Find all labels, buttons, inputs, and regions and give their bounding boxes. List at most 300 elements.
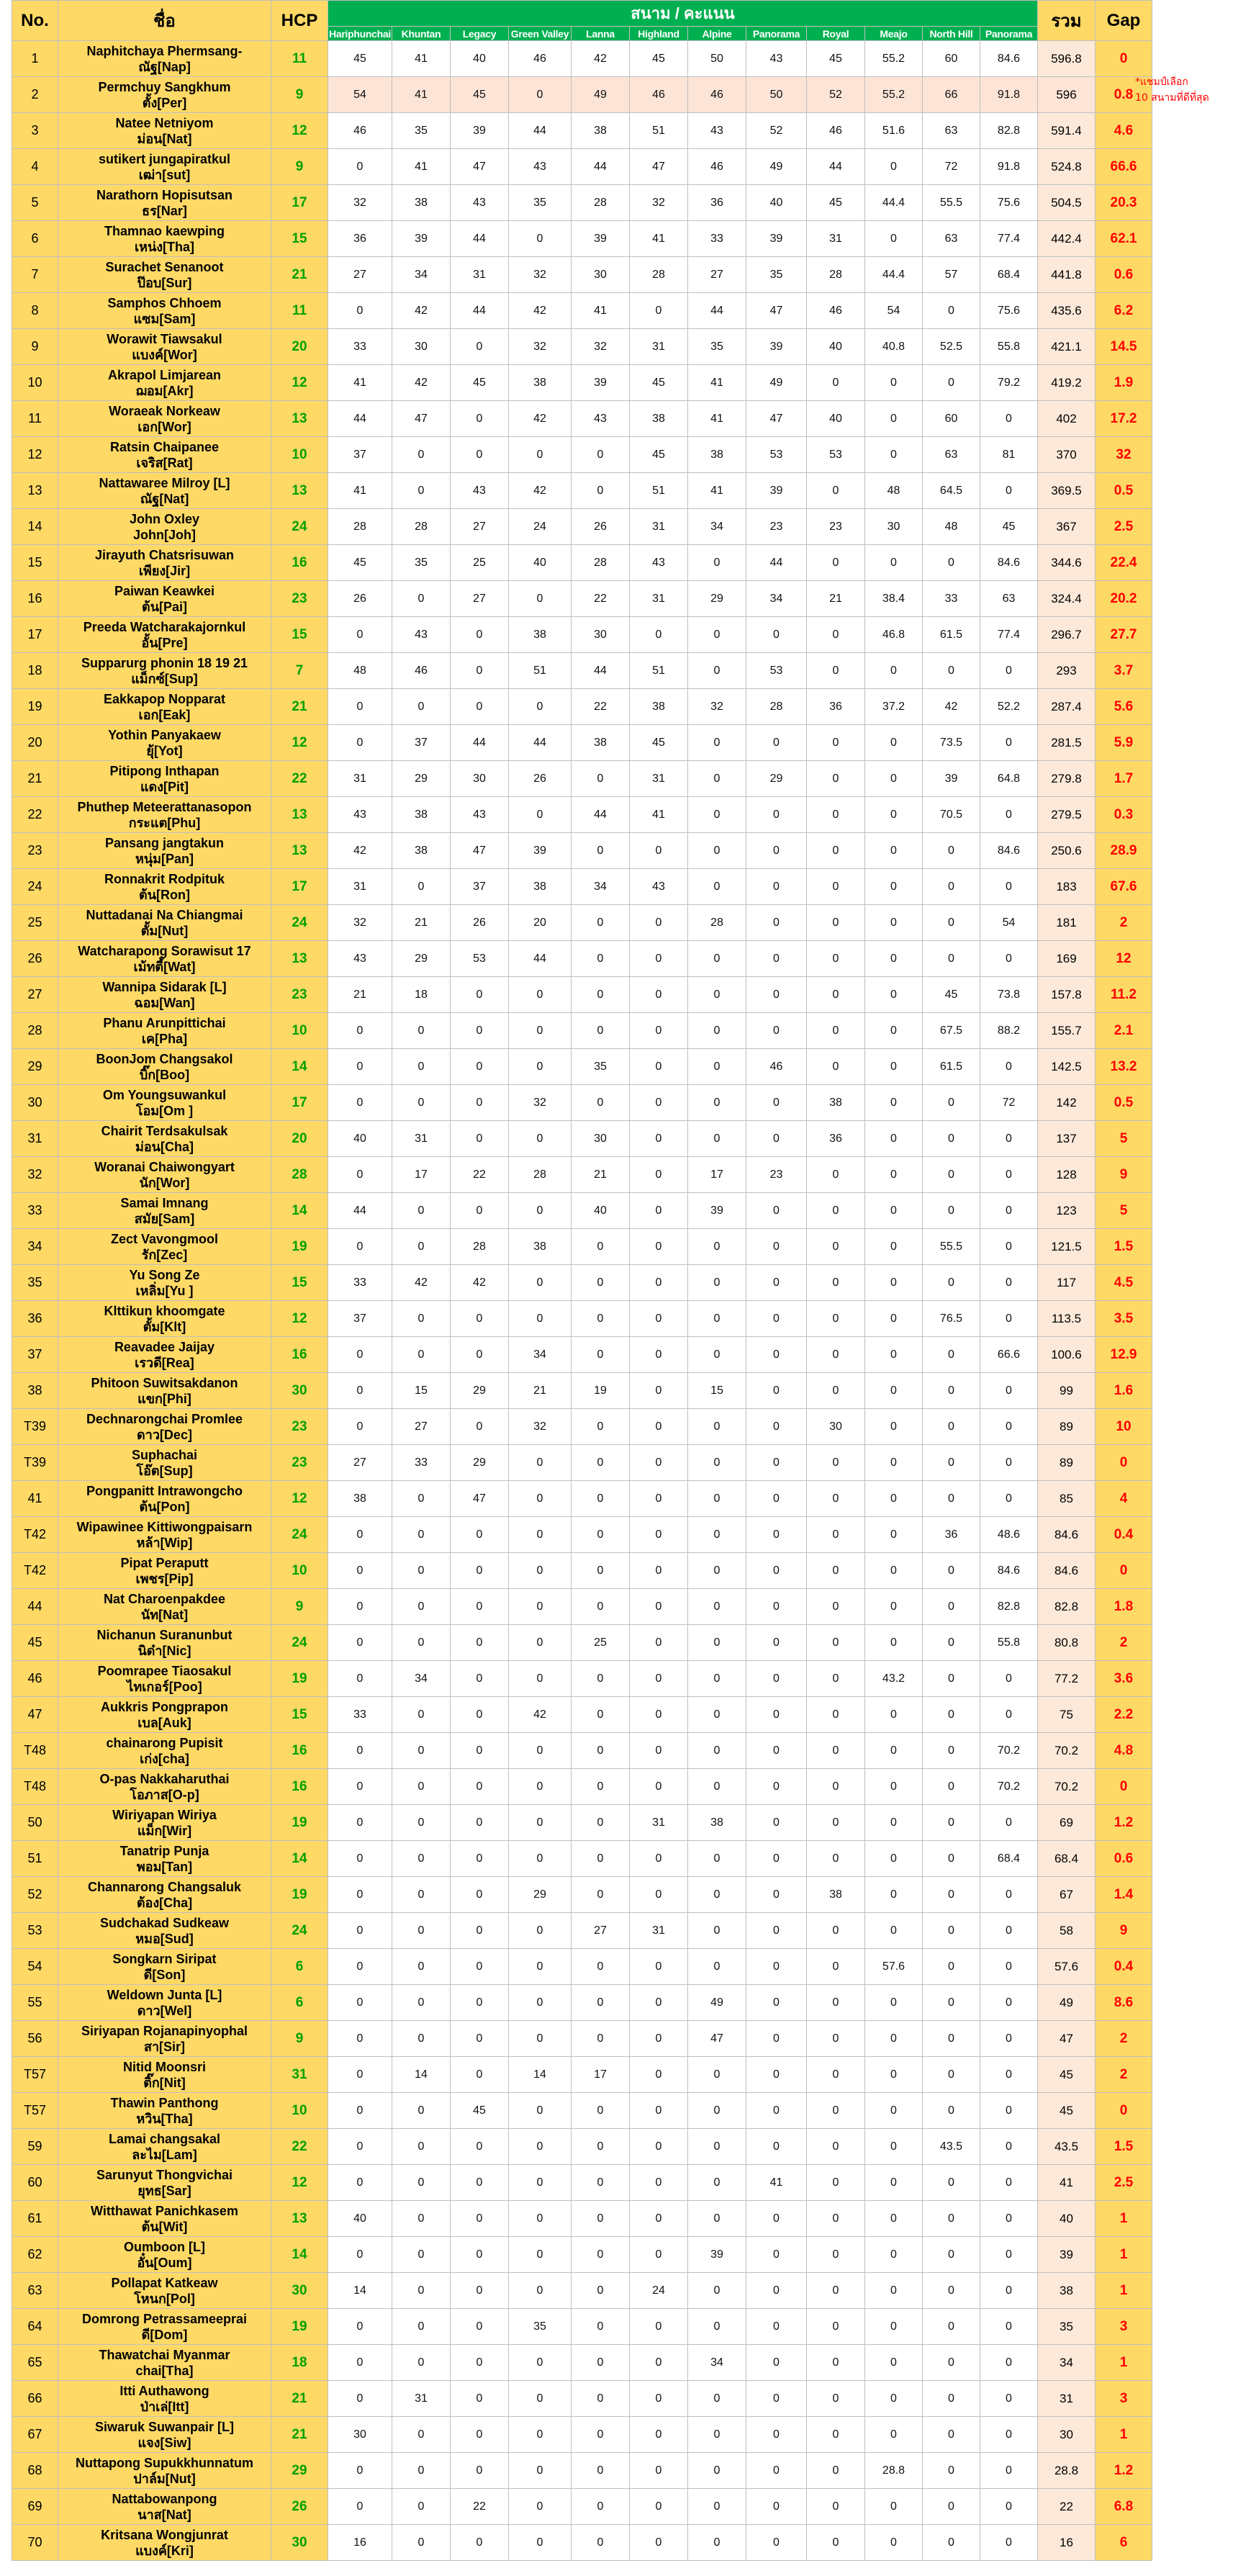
score-cell: 39 bbox=[572, 221, 630, 257]
score-cell: 0 bbox=[865, 2273, 923, 2309]
total-cell: 281.5 bbox=[1038, 725, 1096, 761]
player-nickname: ณัฐ[Nat] bbox=[140, 491, 189, 506]
score-cell: 0 bbox=[923, 833, 980, 869]
player-name: Permchuy Sangkhum bbox=[98, 79, 231, 94]
score-cell: 0 bbox=[865, 797, 923, 833]
score-cell: 0 bbox=[923, 1121, 980, 1157]
score-cell: 0 bbox=[746, 1409, 807, 1445]
score-cell: 0 bbox=[572, 1697, 630, 1733]
rank-cell: 2 bbox=[12, 77, 58, 113]
score-cell: 0 bbox=[630, 1013, 688, 1049]
score-cell: 40 bbox=[509, 545, 572, 581]
gap-cell: 2.1 bbox=[1096, 1013, 1152, 1049]
score-cell: 0 bbox=[923, 2201, 980, 2237]
score-cell: 0 bbox=[807, 1013, 865, 1049]
score-cell: 0 bbox=[865, 653, 923, 689]
score-cell: 0 bbox=[688, 1085, 746, 1121]
score-cell: 0 bbox=[451, 1589, 509, 1625]
player-name: Samai Imnang bbox=[120, 1195, 209, 1210]
score-cell: 46 bbox=[688, 77, 746, 113]
hcp-cell: 21 bbox=[271, 2381, 328, 2417]
score-cell: 27 bbox=[572, 1913, 630, 1949]
rank-cell: 67 bbox=[12, 2417, 58, 2453]
player-name: Phanu Arunpittichai bbox=[103, 1015, 226, 1030]
score-cell: 0 bbox=[451, 2525, 509, 2561]
total-cell: 183 bbox=[1038, 869, 1096, 905]
score-cell: 0 bbox=[509, 1913, 572, 1949]
player-nickname: ยุ้[Yot] bbox=[146, 743, 183, 758]
score-cell: 0 bbox=[688, 1661, 746, 1697]
score-cell: 0 bbox=[392, 1481, 451, 1517]
score-cell: 0 bbox=[746, 2525, 807, 2561]
score-cell: 36 bbox=[807, 1121, 865, 1157]
score-cell: 0 bbox=[572, 941, 630, 977]
score-cell: 0 bbox=[572, 2309, 630, 2345]
score-cell: 0 bbox=[865, 1877, 923, 1913]
player-nickname: เรวดี[Rea] bbox=[135, 1355, 194, 1370]
score-cell: 45 bbox=[328, 41, 392, 77]
player-nickname: ตั้ม[Klt] bbox=[143, 1319, 186, 1334]
score-cell: 0 bbox=[807, 2273, 865, 2309]
player-name: Thamnao kaewping bbox=[104, 223, 225, 238]
score-cell: 0 bbox=[746, 1121, 807, 1157]
score-cell: 0 bbox=[392, 1805, 451, 1841]
gap-cell: 1 bbox=[1096, 2237, 1152, 2273]
player-name: Jirayuth Chatsrisuwan bbox=[94, 547, 235, 562]
score-cell: 0 bbox=[328, 1877, 392, 1913]
score-cell: 27 bbox=[392, 1409, 451, 1445]
score-cell: 0 bbox=[392, 2129, 451, 2165]
score-cell: 0 bbox=[746, 1517, 807, 1553]
gap-cell: 4.6 bbox=[1096, 113, 1152, 149]
player-nickname: นัก[Wor] bbox=[139, 1175, 190, 1190]
rank-cell: 59 bbox=[12, 2129, 58, 2165]
score-cell: 0 bbox=[572, 1337, 630, 1373]
score-cell: 0 bbox=[688, 869, 746, 905]
score-cell: 0 bbox=[328, 2057, 392, 2093]
score-cell: 51 bbox=[630, 653, 688, 689]
player-cell bbox=[58, 2129, 271, 2165]
hcp-cell: 24 bbox=[271, 1625, 328, 1661]
score-cell: 63 bbox=[923, 221, 980, 257]
score-cell: 0 bbox=[392, 1553, 451, 1589]
score-cell: 34 bbox=[572, 869, 630, 905]
total-cell: 524.8 bbox=[1038, 149, 1096, 185]
hcp-cell: 20 bbox=[271, 1121, 328, 1157]
total-cell: 58 bbox=[1038, 1913, 1096, 1949]
player-cell bbox=[58, 1445, 271, 1481]
score-cell: 0 bbox=[865, 1697, 923, 1733]
player-name: Chairit Terdsakulsak bbox=[101, 1123, 228, 1138]
score-cell: 0 bbox=[451, 2381, 509, 2417]
table-row bbox=[12, 1733, 1152, 1769]
gap-cell: 1.5 bbox=[1096, 1229, 1152, 1265]
player-cell bbox=[58, 221, 271, 257]
player-name: sutikert jungapiratkul bbox=[98, 151, 231, 166]
score-cell: 0 bbox=[328, 1913, 392, 1949]
score-cell: 47 bbox=[451, 149, 509, 185]
score-cell: 0 bbox=[865, 1337, 923, 1373]
score-cell: 0 bbox=[746, 2381, 807, 2417]
score-cell: 0 bbox=[865, 1841, 923, 1877]
gap-cell: 2 bbox=[1096, 1625, 1152, 1661]
score-cell: 0 bbox=[451, 653, 509, 689]
total-cell: 279.5 bbox=[1038, 797, 1096, 833]
score-cell: 38 bbox=[392, 797, 451, 833]
gap-cell: 1.9 bbox=[1096, 365, 1152, 401]
score-cell: 0 bbox=[807, 1913, 865, 1949]
score-cell: 51.6 bbox=[865, 113, 923, 149]
score-cell: 42 bbox=[572, 41, 630, 77]
score-cell: 0 bbox=[572, 1409, 630, 1445]
rank-cell: 9 bbox=[12, 329, 58, 365]
rank-cell: 65 bbox=[12, 2345, 58, 2381]
total-cell: 47 bbox=[1038, 2021, 1096, 2057]
score-cell: 0 bbox=[328, 689, 392, 725]
score-cell: 0 bbox=[980, 2129, 1038, 2165]
score-cell: 76.5 bbox=[923, 1301, 980, 1337]
score-cell: 0 bbox=[807, 869, 865, 905]
score-cell: 0 bbox=[572, 2381, 630, 2417]
total-cell: 123 bbox=[1038, 1193, 1096, 1229]
player-name: Zect Vavongmool bbox=[110, 1231, 219, 1246]
player-name: Pollapat Katkeaw bbox=[111, 2275, 218, 2290]
hcp-cell: 12 bbox=[271, 1301, 328, 1337]
score-cell: 45 bbox=[451, 365, 509, 401]
rank-cell: 4 bbox=[12, 149, 58, 185]
score-cell: 40 bbox=[807, 329, 865, 365]
score-cell: 0 bbox=[923, 1373, 980, 1409]
score-cell: 0 bbox=[572, 2525, 630, 2561]
score-cell: 47 bbox=[630, 149, 688, 185]
gap-cell: 5.9 bbox=[1096, 725, 1152, 761]
player-cell bbox=[58, 1049, 271, 1085]
player-nickname: เฒ่า[sut] bbox=[138, 167, 191, 182]
table-row bbox=[12, 1805, 1152, 1841]
score-cell: 21 bbox=[509, 1373, 572, 1409]
score-cell: 31 bbox=[630, 509, 688, 545]
score-cell: 0 bbox=[509, 77, 572, 113]
hcp-cell: 10 bbox=[271, 1013, 328, 1049]
score-cell: 0 bbox=[807, 761, 865, 797]
score-cell: 28 bbox=[572, 185, 630, 221]
player-cell bbox=[58, 1193, 271, 1229]
score-cell: 0 bbox=[392, 2309, 451, 2345]
player-nickname: ต้อง[Cha] bbox=[136, 1895, 193, 1910]
hcp-cell: 12 bbox=[271, 113, 328, 149]
score-cell: 23 bbox=[746, 1157, 807, 1193]
score-cell: 77.4 bbox=[980, 617, 1038, 653]
total-cell: 117 bbox=[1038, 1265, 1096, 1301]
score-cell: 0 bbox=[451, 2453, 509, 2489]
player-name: Nuttadanai Na Chiangmai bbox=[86, 907, 243, 922]
player-cell bbox=[58, 113, 271, 149]
score-cell: 0 bbox=[807, 1517, 865, 1553]
score-cell: 40.8 bbox=[865, 329, 923, 365]
score-cell: 0 bbox=[688, 833, 746, 869]
score-cell: 0 bbox=[923, 1913, 980, 1949]
score-cell: 0 bbox=[688, 2165, 746, 2201]
score-cell: 44 bbox=[688, 293, 746, 329]
total-cell: 89 bbox=[1038, 1409, 1096, 1445]
score-cell: 0 bbox=[980, 2021, 1038, 2057]
rank-cell: 70 bbox=[12, 2525, 58, 2561]
hcp-cell: 30 bbox=[271, 2525, 328, 2561]
player-nickname: กระแต[Phu] bbox=[128, 815, 201, 830]
score-cell: 0 bbox=[865, 149, 923, 185]
player-nickname: หนุ่ม[Pan] bbox=[135, 851, 194, 866]
score-cell: 0 bbox=[746, 1445, 807, 1481]
player-nickname: ต้น[Ron] bbox=[139, 887, 190, 902]
score-cell: 0 bbox=[923, 1265, 980, 1301]
score-cell: 21 bbox=[807, 581, 865, 617]
player-cell bbox=[58, 689, 271, 725]
table-row bbox=[12, 905, 1152, 941]
score-cell: 33 bbox=[328, 1697, 392, 1733]
hcp-cell: 12 bbox=[271, 2165, 328, 2201]
total-cell: 75 bbox=[1038, 1697, 1096, 1733]
player-nickname: ดี[Son] bbox=[143, 1967, 186, 1982]
player-name: Songkarn Siripat bbox=[112, 1951, 217, 1966]
score-cell: 0 bbox=[865, 833, 923, 869]
total-cell: 67 bbox=[1038, 1877, 1096, 1913]
score-cell: 0 bbox=[865, 1193, 923, 1229]
score-cell: 0 bbox=[392, 1949, 451, 1985]
score-cell: 0 bbox=[807, 653, 865, 689]
player-name: Sarunyut Thongvichai bbox=[96, 2167, 233, 2182]
score-cell: 0 bbox=[572, 977, 630, 1013]
score-cell: 0 bbox=[630, 1121, 688, 1157]
table-row bbox=[12, 977, 1152, 1013]
player-name: Natee Netniyom bbox=[115, 115, 214, 130]
score-cell: 0 bbox=[923, 2345, 980, 2381]
player-nickname: หล้า[Wip] bbox=[136, 1535, 193, 1550]
score-cell: 0 bbox=[451, 1949, 509, 1985]
score-cell: 0 bbox=[572, 2417, 630, 2453]
player-name: Pipat Peraputt bbox=[120, 1555, 209, 1570]
player-nickname: เม้ทตี้[Wat] bbox=[133, 959, 196, 974]
score-cell: 47 bbox=[451, 833, 509, 869]
score-cell: 0 bbox=[746, 2417, 807, 2453]
score-cell: 0 bbox=[328, 2309, 392, 2345]
player-nickname: ต้น[Wit] bbox=[141, 2219, 188, 2234]
score-cell: 0 bbox=[630, 2417, 688, 2453]
hcp-cell: 12 bbox=[271, 725, 328, 761]
rank-cell: T39 bbox=[12, 1409, 58, 1445]
total-cell: 441.8 bbox=[1038, 257, 1096, 293]
player-name: Witthawat Panichkasem bbox=[91, 2203, 238, 2218]
score-cell: 0 bbox=[572, 1229, 630, 1265]
hcp-cell: 30 bbox=[271, 2273, 328, 2309]
score-cell: 0 bbox=[630, 1769, 688, 1805]
table-row bbox=[12, 149, 1152, 185]
score-cell: 0 bbox=[865, 1373, 923, 1409]
gap-cell: 2 bbox=[1096, 2057, 1152, 2093]
total-cell: 82.8 bbox=[1038, 1589, 1096, 1625]
table-row bbox=[12, 1085, 1152, 1121]
score-cell: 39 bbox=[746, 329, 807, 365]
score-cell: 44.4 bbox=[865, 257, 923, 293]
score-cell: 22 bbox=[451, 2489, 509, 2525]
score-cell: 0 bbox=[923, 1949, 980, 1985]
table-row bbox=[12, 437, 1152, 473]
score-cell: 30 bbox=[572, 617, 630, 653]
table-row bbox=[12, 1049, 1152, 1085]
score-cell: 41 bbox=[630, 221, 688, 257]
score-cell: 0 bbox=[865, 2345, 923, 2381]
score-cell: 43.2 bbox=[865, 1661, 923, 1697]
score-cell: 0 bbox=[746, 1985, 807, 2021]
gap-cell: 20.2 bbox=[1096, 581, 1152, 617]
score-cell: 81 bbox=[980, 437, 1038, 473]
hcp-cell: 23 bbox=[271, 581, 328, 617]
rank-cell: 34 bbox=[12, 1229, 58, 1265]
table-row bbox=[12, 257, 1152, 293]
total-cell: 367 bbox=[1038, 509, 1096, 545]
score-cell: 0 bbox=[807, 1589, 865, 1625]
score-cell: 0 bbox=[746, 2237, 807, 2273]
score-cell: 0 bbox=[392, 1301, 451, 1337]
score-cell: 0 bbox=[509, 1481, 572, 1517]
rank-cell: 7 bbox=[12, 257, 58, 293]
score-cell: 40 bbox=[807, 401, 865, 437]
gap-cell: 62.1 bbox=[1096, 221, 1152, 257]
score-cell: 0 bbox=[865, 1553, 923, 1589]
score-cell: 0 bbox=[980, 1265, 1038, 1301]
score-cell: 32 bbox=[509, 1409, 572, 1445]
score-cell: 0 bbox=[746, 1805, 807, 1841]
player-cell bbox=[58, 941, 271, 977]
player-nickname: chai[Tha] bbox=[135, 2363, 194, 2378]
player-cell bbox=[58, 1085, 271, 1121]
champion-note bbox=[1135, 74, 1229, 106]
rank-cell: 29 bbox=[12, 1049, 58, 1085]
score-cell: 45 bbox=[328, 545, 392, 581]
rank-cell: 41 bbox=[12, 1481, 58, 1517]
table-row bbox=[12, 41, 1152, 77]
score-cell: 28 bbox=[630, 257, 688, 293]
table-row bbox=[12, 329, 1152, 365]
score-cell: 0 bbox=[630, 2381, 688, 2417]
score-cell: 0 bbox=[980, 2417, 1038, 2453]
total-cell: 69 bbox=[1038, 1805, 1096, 1841]
score-cell: 26 bbox=[572, 509, 630, 545]
score-cell: 0 bbox=[572, 2201, 630, 2237]
score-cell: 73.8 bbox=[980, 977, 1038, 1013]
score-cell: 0 bbox=[509, 1013, 572, 1049]
player-name: Nitid Moonsri bbox=[123, 2059, 206, 2074]
rank-cell: 62 bbox=[12, 2237, 58, 2273]
score-cell: 0 bbox=[807, 2453, 865, 2489]
player-nickname: เก่ง[cha] bbox=[140, 1751, 189, 1766]
rank-cell: 55 bbox=[12, 1985, 58, 2021]
player-cell bbox=[58, 1265, 271, 1301]
player-nickname: ติ๊ก[Nit] bbox=[143, 2075, 186, 2090]
player-cell bbox=[58, 1913, 271, 1949]
score-cell: 32 bbox=[509, 257, 572, 293]
gap-cell: 0.8 bbox=[1096, 77, 1152, 113]
player-name: Reavadee Jaijay bbox=[114, 1339, 215, 1354]
score-cell: 0 bbox=[392, 437, 451, 473]
score-cell: 0 bbox=[807, 941, 865, 977]
score-cell: 53 bbox=[746, 437, 807, 473]
table-row bbox=[12, 2201, 1152, 2237]
total-cell: 31 bbox=[1038, 2381, 1096, 2417]
score-cell: 46 bbox=[807, 293, 865, 329]
score-cell: 0 bbox=[688, 1949, 746, 1985]
score-cell: 43 bbox=[328, 941, 392, 977]
gap-cell: 3.7 bbox=[1096, 653, 1152, 689]
player-cell bbox=[58, 77, 271, 113]
player-nickname: ต้น[Pon] bbox=[139, 1499, 190, 1514]
score-cell: 30 bbox=[328, 2417, 392, 2453]
score-cell: 0 bbox=[328, 2129, 392, 2165]
score-cell: 0 bbox=[923, 545, 980, 581]
score-cell: 0 bbox=[807, 2129, 865, 2165]
score-cell: 0 bbox=[688, 2381, 746, 2417]
score-cell: 46 bbox=[688, 149, 746, 185]
score-cell: 22 bbox=[451, 1157, 509, 1193]
score-cell: 0 bbox=[509, 689, 572, 725]
score-cell: 28 bbox=[392, 509, 451, 545]
gap-cell: 0 bbox=[1096, 41, 1152, 77]
score-cell: 0 bbox=[865, 2201, 923, 2237]
header-course: North Hill bbox=[923, 27, 980, 41]
total-cell: 596.8 bbox=[1038, 41, 1096, 77]
player-nickname: อั้น[Pre] bbox=[141, 635, 188, 650]
score-cell: 38 bbox=[509, 365, 572, 401]
player-nickname: รัก[Zec] bbox=[141, 1247, 188, 1262]
score-cell: 0 bbox=[572, 1733, 630, 1769]
score-cell: 0 bbox=[923, 293, 980, 329]
score-cell: 0 bbox=[807, 2381, 865, 2417]
player-nickname: แบงค์[Kri] bbox=[135, 2543, 194, 2558]
score-cell: 21 bbox=[572, 1157, 630, 1193]
score-cell: 52.5 bbox=[923, 329, 980, 365]
score-cell: 0 bbox=[923, 1733, 980, 1769]
hcp-cell: 15 bbox=[271, 221, 328, 257]
player-cell bbox=[58, 833, 271, 869]
score-cell: 0 bbox=[509, 437, 572, 473]
champion-note-line1: *แชมป์เลือก bbox=[1135, 76, 1188, 88]
score-cell: 0 bbox=[572, 2129, 630, 2165]
score-cell: 0 bbox=[509, 1985, 572, 2021]
player-nickname: ดาว[Wel] bbox=[137, 2003, 192, 2018]
score-cell: 39 bbox=[923, 761, 980, 797]
score-cell: 0 bbox=[392, 581, 451, 617]
hcp-cell: 9 bbox=[271, 1589, 328, 1625]
rank-cell: T48 bbox=[12, 1733, 58, 1769]
score-cell: 0 bbox=[572, 1301, 630, 1337]
rank-cell: 22 bbox=[12, 797, 58, 833]
score-cell: 0 bbox=[807, 2489, 865, 2525]
score-cell: 32 bbox=[328, 185, 392, 221]
score-cell: 0 bbox=[688, 653, 746, 689]
player-name: Worawit Tiawsakul bbox=[107, 331, 222, 346]
player-name: Thawin Panthong bbox=[110, 2095, 219, 2110]
score-cell: 28.8 bbox=[865, 2453, 923, 2489]
score-cell: 0 bbox=[923, 1085, 980, 1121]
score-cell: 0 bbox=[746, 2129, 807, 2165]
score-cell: 48 bbox=[328, 653, 392, 689]
gap-cell: 10 bbox=[1096, 1409, 1152, 1445]
rank-cell: T57 bbox=[12, 2057, 58, 2093]
score-cell: 43 bbox=[572, 401, 630, 437]
score-cell: 0 bbox=[688, 2417, 746, 2453]
player-name: Eakkapop Nopparat bbox=[103, 691, 226, 706]
score-cell: 0 bbox=[509, 2165, 572, 2201]
player-nickname: ตั้ม[Nut] bbox=[140, 923, 189, 938]
